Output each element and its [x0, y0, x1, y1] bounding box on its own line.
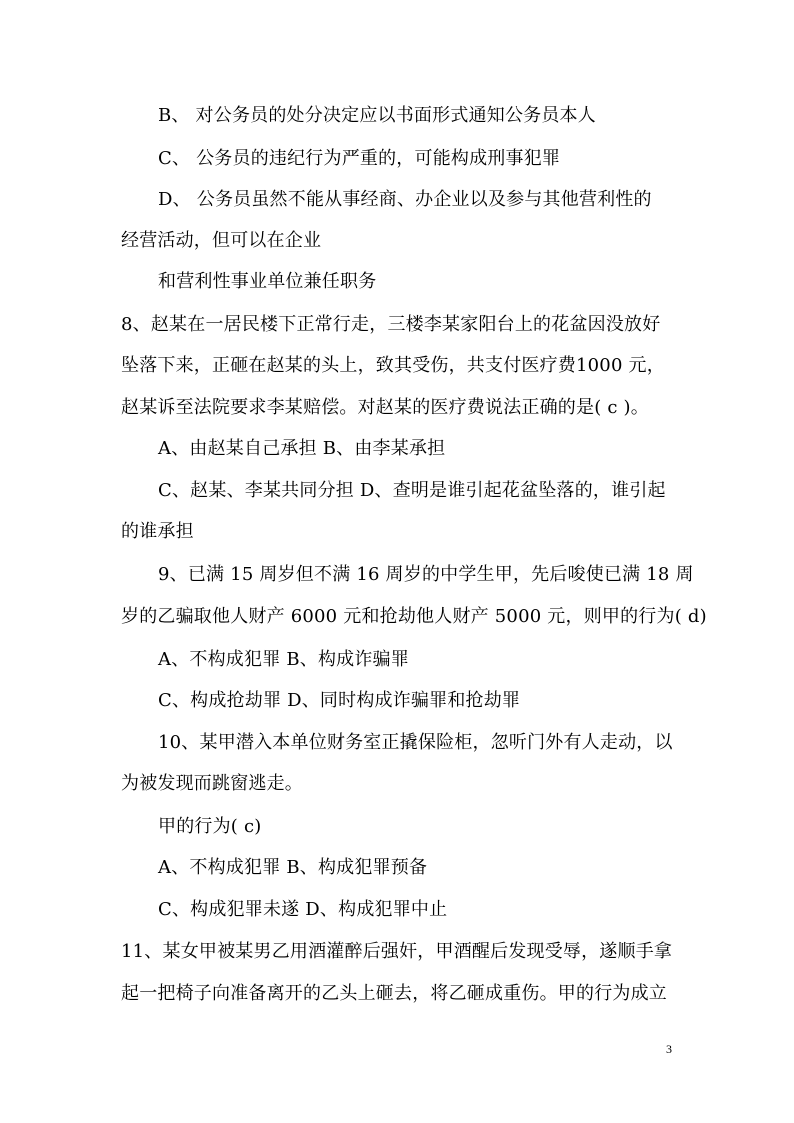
question-8-line-1: 8、赵某在一居民楼下正常行走，三楼李某家阳台上的花盆因没放好 [121, 314, 661, 335]
question-8-line-2: 坠落下来，正砸在赵某的头上，致其受伤，共支付医疗费1000 元， [121, 355, 665, 376]
question-10-options-ab: A、不构成犯罪 B、构成犯罪预备 [158, 857, 428, 878]
question-8-options-ab: A、由赵某自己承担 B、由李某承担 [158, 438, 446, 459]
option-d-text: D、 公务员虽然不能从事经商、办企业以及参与其他营利性的 [158, 189, 652, 210]
option-c-text: C、 公务员的违纪行为严重的，可能构成刑事犯罪 [158, 148, 561, 169]
question-9-line-1: 9、已满 15 周岁但不满 16 周岁的中学生甲，先后唆使已满 18 周 [158, 564, 694, 585]
question-9-line-2: 岁的乙骗取他人财产 6000 元和抢劫他人财产 5000 元，则甲的行为( d) [121, 606, 707, 627]
option-b-text: B、 对公务员的处分决定应以书面形式通知公务员本人 [158, 105, 596, 126]
question-8-line-3: 赵某诉至法院要求李某赔偿。对赵某的医疗费说法正确的是( c )。 [121, 397, 649, 418]
option-d-continuation-1: 经营活动，但可以在企业 [121, 230, 322, 251]
question-10-options-cd: C、构成犯罪未遂 D、构成犯罪中止 [158, 899, 448, 920]
question-10-line-2: 为被发现而跳窗逃走。 [121, 773, 303, 794]
option-d-continuation-2: 和营利性事业单位兼任职务 [158, 271, 377, 292]
question-10-line-1: 10、某甲潜入本单位财务室正撬保险柜，忽听门外有人走动，以 [158, 732, 673, 753]
question-8-options-cd: C、赵某、李某共同分担 D、查明是谁引起花盆坠落的，谁引起 [158, 480, 666, 501]
question-10-line-3: 甲的行为( c) [158, 816, 262, 837]
page-number: 3 [666, 1042, 672, 1056]
question-11-line-2: 起一把椅子向准备离开的乙头上砸去，将乙砸成重伤。甲的行为成立 [121, 983, 667, 1004]
question-9-options-ab: A、不构成犯罪 B、构成诈骗罪 [158, 649, 409, 670]
question-11-line-1: 11、某女甲被某男乙用酒灌醉后强奸，甲酒醒后发现受辱，遂顺手拿 [121, 941, 673, 962]
question-9-options-cd: C、构成抢劫罪 D、同时构成诈骗罪和抢劫罪 [158, 690, 521, 711]
question-8-options-continuation: 的谁承担 [121, 521, 194, 542]
